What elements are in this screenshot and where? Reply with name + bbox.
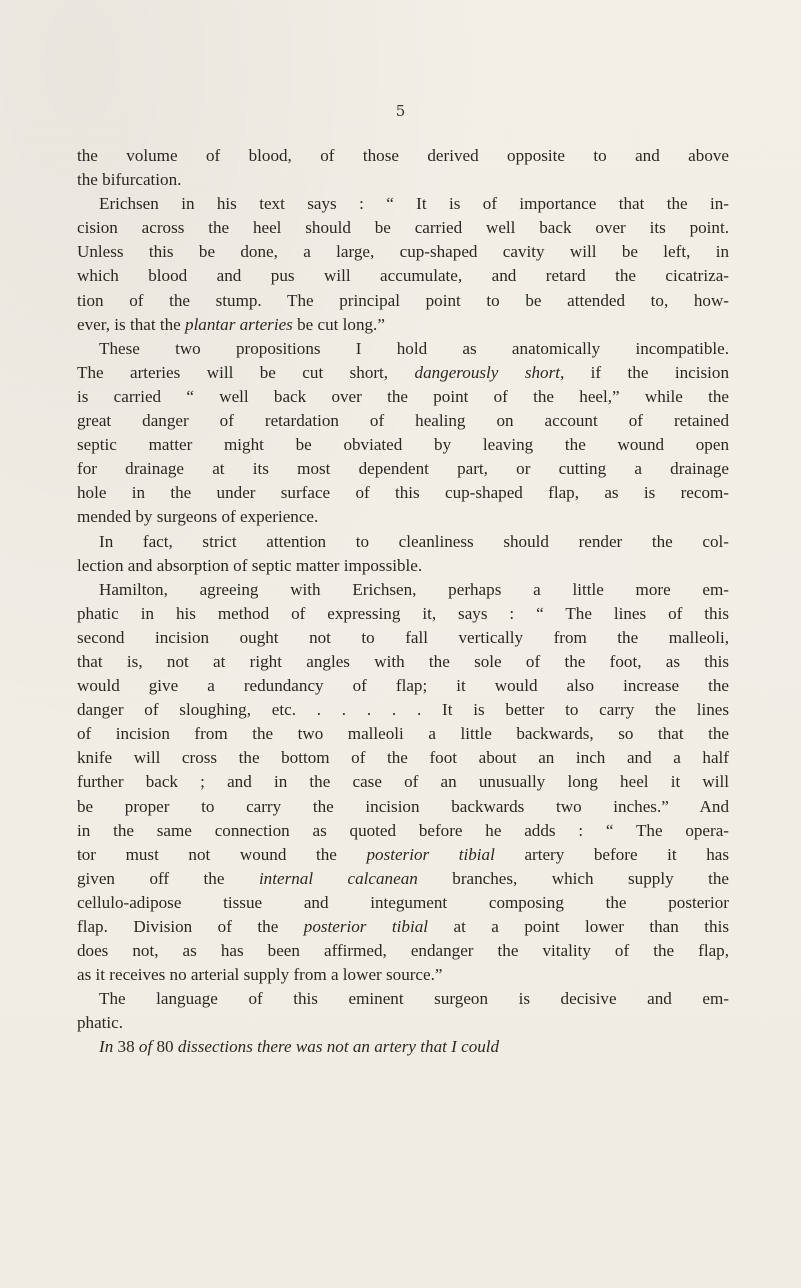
text-line: would give a redundancy of flap; it would also increase the — [77, 676, 729, 696]
text-segment: be cut long.” — [292, 314, 385, 334]
text-segment: ever, is that the — [77, 314, 186, 334]
italic-text: of — [138, 1037, 153, 1057]
italic-text: internal calcanean — [258, 868, 418, 888]
text-line: phatic in his method of expressing it, says : “ The lines of this — [77, 603, 729, 623]
text-line: which blood and pus will accumulate, and retard the cicatriza- — [77, 266, 729, 286]
text-segment: flap. Division of the — [77, 917, 304, 936]
text-segment: artery before it has — [494, 844, 730, 864]
text-line: These two propositions I hold as anatomically incompatible. — [99, 338, 729, 358]
text-line: Erichsen in his text says : “ It is of importance that the in- — [99, 194, 729, 214]
text-line: for drainage at its most dependent part, or cutting a drainage — [77, 459, 729, 479]
text-line: danger of sloughing, etc. . . . . . It is better to carry the lines — [77, 700, 729, 720]
text-segment: if the incision — [564, 362, 729, 382]
text-line: hole in the under surface of this cup-shaped flap, as is recom- — [77, 483, 729, 503]
text-line: cision across the heel should be carried well back over its point. — [77, 218, 729, 238]
text-segment: 38 — [113, 1037, 139, 1057]
text-line: further back ; and in the case of an unusually long heel it will — [77, 772, 729, 792]
text-segment: branches, which supply the — [417, 868, 729, 888]
text-line: does not, as has been affirmed, endanger the vitality of the flap, — [77, 941, 729, 961]
text-line: is carried “ well back over the point of the heel,” while the — [77, 386, 729, 406]
italic-text: dissections there was not an artery that I could — [177, 1037, 500, 1057]
italic-text: plantar arteries — [185, 314, 293, 334]
text-segment: at a point lower than this — [428, 917, 729, 936]
body-text — [77, 144, 729, 1060]
italic-text: posterior tibial — [366, 844, 495, 864]
text-line: the bifurcation. — [77, 170, 182, 190]
text-line: cellulo-adipose tissue and integument composing the posterior — [77, 892, 729, 912]
text-line: be proper to carry the incision backwards two inches.” And — [77, 796, 729, 816]
text-line: that is, not at right angles with the sole of the foot, as this — [77, 651, 729, 671]
text-line: the volume of blood, of those derived opposite to and above — [77, 146, 729, 165]
text-line: great danger of retardation of healing on account of retained — [77, 411, 729, 431]
text-line — [77, 867, 729, 891]
text-line — [77, 843, 729, 867]
text-line — [77, 915, 729, 939]
text-line: lection and absorption of septic matter impossible. — [77, 555, 423, 575]
text-line: tion of the stump. The principal point to be attended to, how- — [77, 290, 729, 310]
italic-text: dangerously short, — [414, 362, 565, 382]
text-line: in the same connection as quoted before he adds : “ The opera- — [77, 820, 729, 840]
italic-text: posterior tibial — [303, 917, 429, 936]
text-line: Hamilton, agreeing with Erichsen, perhaps a little more em- — [99, 579, 729, 599]
text-line: septic matter might be obviated by leaving the wound open — [77, 435, 729, 455]
page-number: 5 — [395, 102, 406, 120]
scan-speck — [79, 854, 82, 858]
text-segment: tor must not wound the — [77, 844, 367, 864]
text-line — [77, 1035, 729, 1059]
text-line: of incision from the two malleoli a little backwards, so that the — [77, 724, 729, 744]
text-segment: 80 — [152, 1037, 178, 1057]
text-line — [77, 313, 729, 337]
text-line: In fact, strict attention to cleanliness should render the col- — [99, 531, 729, 551]
text-line — [77, 361, 729, 385]
text-line: phatic. — [77, 1013, 124, 1033]
text-line: second incision ought not to fall vertically from the malleoli, — [77, 627, 729, 647]
text-line: knife will cross the bottom of the foot about an inch and a half — [77, 748, 729, 768]
text-line: mended by surgeons of experience. — [77, 507, 319, 527]
text-line: as it receives no arterial supply from a lower source.” — [77, 965, 443, 985]
italic-text: In — [99, 1037, 114, 1057]
text-line: Unless this be done, a large, cup-shaped cavity will be left, in — [77, 242, 729, 262]
text-line: The language of this eminent surgeon is decisive and em- — [99, 989, 729, 1009]
text-segment: given off the — [77, 868, 259, 888]
text-segment: The arteries will be cut short, — [77, 362, 415, 382]
